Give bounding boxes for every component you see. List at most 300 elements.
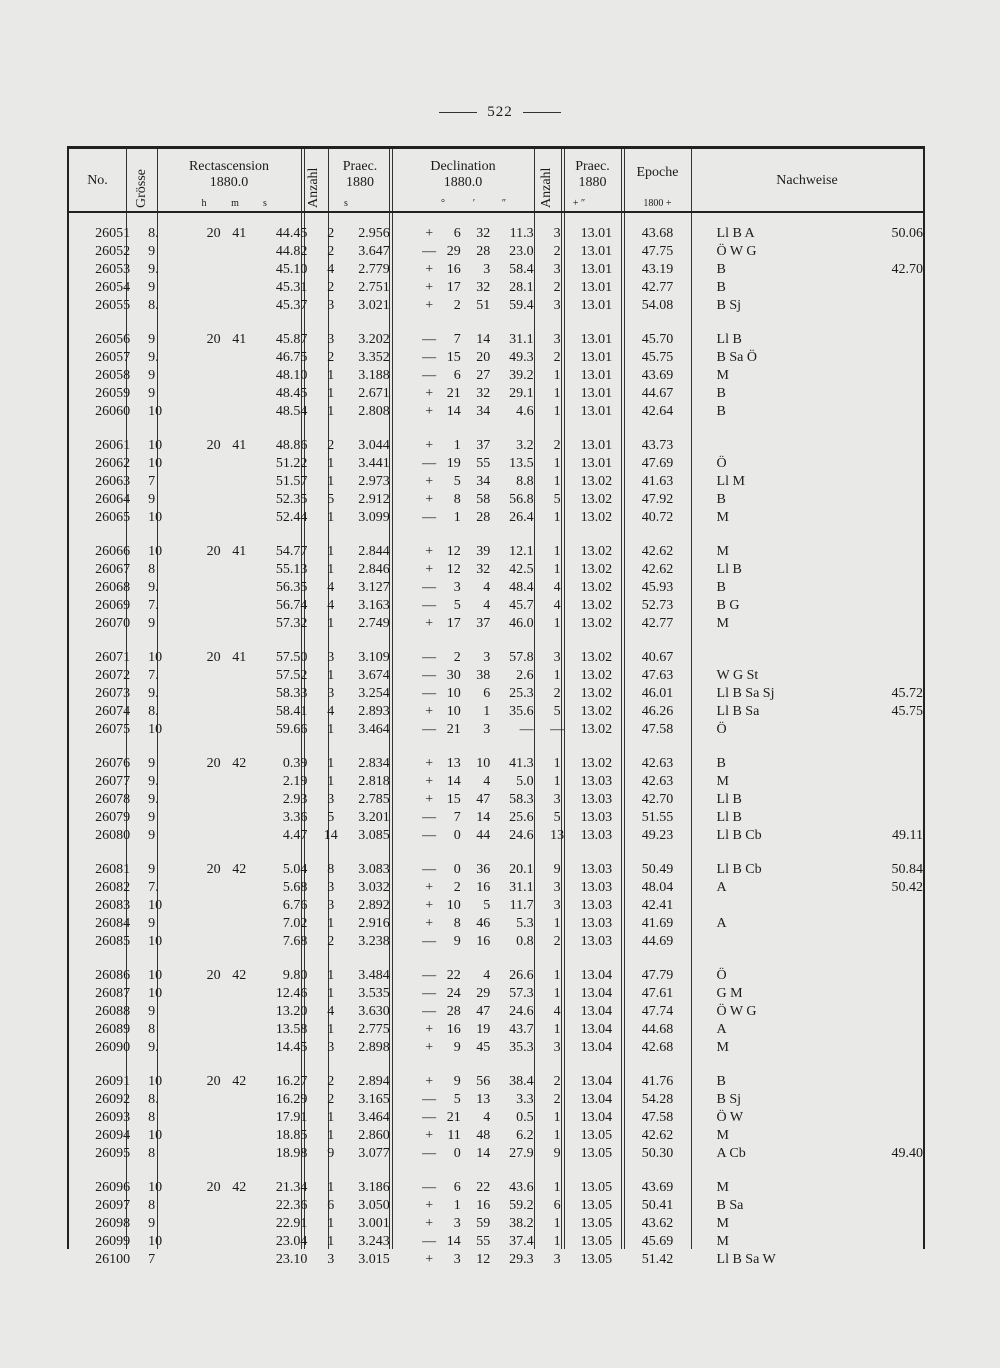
- cell-dec-degrees: 16: [446, 262, 461, 277]
- cell-extra-epoch: [854, 1091, 923, 1109]
- cell-star-number: 26078: [95, 792, 131, 807]
- cell-dec-precession: 13.03: [580, 898, 613, 913]
- cell-dec-minutes: 4: [483, 1110, 491, 1125]
- cell-ra-seconds: 2.19: [282, 774, 308, 789]
- cell-ra-seconds: 59.66: [275, 722, 308, 737]
- cell-dec-minutes: 56: [476, 1074, 491, 1089]
- cell-star-number: 26062: [95, 456, 131, 471]
- cell-ra-minutes: [221, 667, 247, 685]
- cell-ra-count: 1: [327, 562, 335, 577]
- cell-dec-degrees: 0: [453, 1146, 461, 1161]
- cell-dec-count: 3: [553, 792, 561, 807]
- cell-star-number: 26068: [95, 580, 131, 595]
- cell-ra-count: 1: [327, 1110, 335, 1125]
- cell-ra-precession: 2.785: [358, 792, 390, 807]
- cell-ra-minutes: 41: [232, 332, 247, 347]
- cell-ra-hours: [187, 1109, 220, 1127]
- cell-magnitude: 9: [148, 862, 156, 877]
- cell-ra-precession: 3.254: [358, 686, 390, 701]
- cell-dec-seconds: 27.9: [509, 1146, 534, 1161]
- cell-ra-precession: 2.671: [358, 386, 390, 401]
- table-row: [69, 1233, 923, 1251]
- cell-star-number: 26075: [95, 722, 131, 737]
- cell-dec-sign: +: [425, 1252, 434, 1267]
- cell-magnitude: 9: [148, 916, 156, 931]
- cell-dec-sign: —: [422, 934, 437, 949]
- cell-dec-minutes: 39: [476, 544, 491, 559]
- cell-dec-sign: —: [422, 668, 437, 683]
- table-row: [69, 1145, 923, 1163]
- cell-ra-seconds: 22.91: [275, 1216, 308, 1231]
- cell-ra-precession: 2.775: [358, 1022, 390, 1037]
- cell-dec-precession: 13.01: [580, 280, 613, 295]
- cell-ra-hours: [187, 1233, 220, 1251]
- cell-magnitude: 10: [148, 438, 163, 453]
- cell-dec-minutes: 58: [476, 492, 491, 507]
- cell-dec-precession: 13.02: [580, 562, 613, 577]
- cell-dec-precession: 13.04: [580, 1074, 613, 1089]
- cell-dec-seconds: 11.3: [509, 226, 534, 241]
- cell-dec-degrees: 2: [453, 880, 461, 895]
- cell-dec-degrees: 28: [446, 1004, 461, 1019]
- cell-ra-minutes: [221, 879, 247, 897]
- cell-dec-degrees: 12: [446, 562, 461, 577]
- cell-dec-count: 1: [553, 404, 561, 419]
- cell-ra-minutes: [221, 1127, 247, 1145]
- cell-star-number: 26057: [95, 350, 131, 365]
- cell-magnitude: 10: [148, 986, 163, 1001]
- cell-dec-count: 4: [553, 580, 561, 595]
- cell-dec-count: 2: [553, 934, 561, 949]
- cell-dec-seconds: 2.6: [516, 668, 534, 683]
- cell-dec-sign: —: [422, 810, 437, 825]
- cell-ra-hours: 20: [206, 650, 221, 665]
- cell-dec-sign: +: [425, 756, 434, 771]
- cell-magnitude: 9: [148, 756, 156, 771]
- cell-ra-precession: 2.916: [358, 916, 390, 931]
- cell-dec-degrees: 17: [446, 280, 461, 295]
- cell-ra-precession: 3.201: [358, 810, 390, 825]
- cell-references: Ö W G: [716, 244, 757, 259]
- cell-dec-precession: 13.03: [580, 880, 613, 895]
- cell-epoch: 40.72: [641, 510, 674, 525]
- cell-ra-count: 3: [327, 686, 335, 701]
- cell-ra-minutes: [221, 1003, 247, 1021]
- cell-dec-minutes: 36: [476, 862, 491, 877]
- cell-ra-minutes: 42: [232, 1180, 247, 1195]
- group-spacer: [69, 633, 923, 649]
- cell-star-number: 26080: [95, 828, 131, 843]
- cell-dec-minutes: 1: [483, 704, 491, 719]
- cell-ra-precession: 2.892: [358, 898, 390, 913]
- cell-references: B: [716, 386, 726, 401]
- cell-references: B: [716, 492, 726, 507]
- cell-dec-count: 1: [553, 456, 561, 471]
- cell-extra-epoch: 50.06: [891, 226, 923, 241]
- cell-ra-count: 2: [327, 280, 335, 295]
- cell-extra-epoch: 50.84: [891, 862, 923, 877]
- table-row: [69, 685, 923, 703]
- cell-ra-minutes: [221, 473, 247, 491]
- cell-star-number: 26082: [95, 880, 131, 895]
- cell-ra-hours: [187, 791, 220, 809]
- cell-ra-precession: 3.127: [358, 580, 390, 595]
- cell-references: B Sa: [716, 1198, 744, 1213]
- cell-dec-count: 1: [553, 1110, 561, 1125]
- cell-dec-seconds: 5.0: [516, 774, 534, 789]
- cell-epoch: 42.70: [641, 792, 674, 807]
- cell-dec-seconds: 49.3: [509, 350, 534, 365]
- cell-ra-count: 1: [327, 368, 335, 383]
- cell-extra-epoch: [854, 1039, 923, 1057]
- cell-dec-degrees: 5: [453, 598, 461, 613]
- cell-dec-sign: —: [422, 580, 437, 595]
- cell-ra-hours: [187, 915, 220, 933]
- cell-references: B Sa Ö: [716, 350, 757, 365]
- cell-ra-minutes: [221, 721, 247, 739]
- cell-references: B: [716, 404, 726, 419]
- cell-ra-minutes: [221, 367, 247, 385]
- cell-dec-count: 6: [553, 1198, 561, 1213]
- cell-ra-minutes: [221, 915, 247, 933]
- cell-magnitude: 10: [148, 1180, 163, 1195]
- cell-magnitude: 8: [148, 1110, 156, 1125]
- cell-ra-minutes: [221, 1039, 247, 1057]
- cell-extra-epoch: [854, 791, 923, 809]
- cell-ra-minutes: [221, 261, 247, 279]
- cell-ra-hours: [187, 897, 220, 915]
- cell-dec-seconds: 28.1: [509, 280, 534, 295]
- table-row: [69, 243, 923, 261]
- cell-ra-seconds: 48.45: [275, 386, 308, 401]
- cell-extra-epoch: [854, 1127, 923, 1145]
- cell-ra-minutes: [221, 897, 247, 915]
- cell-magnitude: 10: [148, 1074, 163, 1089]
- cell-magnitude: 9.: [148, 792, 159, 807]
- cell-ra-seconds: 7.68: [282, 934, 308, 949]
- cell-magnitude: 9.: [148, 686, 159, 701]
- cell-dec-precession: 13.01: [580, 438, 613, 453]
- table-row: [69, 1197, 923, 1215]
- cell-dec-precession: 13.01: [580, 332, 613, 347]
- cell-dec-count: 1: [553, 616, 561, 631]
- cell-dec-seconds: 12.1: [509, 544, 534, 559]
- cell-star-number: 26051: [95, 226, 131, 241]
- cell-ra-minutes: [221, 597, 247, 615]
- cell-dec-precession: 13.05: [580, 1180, 613, 1195]
- cell-dec-seconds: 45.7: [509, 598, 534, 613]
- cell-ra-seconds: 12.46: [275, 986, 308, 1001]
- cell-dec-count: 2: [553, 1074, 561, 1089]
- cell-ra-hours: [187, 809, 220, 827]
- cell-extra-epoch: [854, 597, 923, 615]
- cell-dec-precession: 13.01: [580, 456, 613, 471]
- cell-dec-sign: +: [425, 880, 434, 895]
- cell-ra-hours: [187, 703, 220, 721]
- cell-ra-precession: 3.050: [358, 1198, 390, 1213]
- cell-star-number: 26083: [95, 898, 131, 913]
- cell-dec-precession: 13.01: [580, 244, 613, 259]
- cell-dec-sign: —: [422, 986, 437, 1001]
- cell-ra-seconds: 5.04: [282, 862, 308, 877]
- cell-ra-hours: [187, 473, 220, 491]
- cell-dec-precession: 13.01: [580, 262, 613, 277]
- group-spacer-cell: [69, 421, 923, 437]
- cell-star-number: 26066: [95, 544, 131, 559]
- cell-epoch: 50.41: [641, 1198, 674, 1213]
- cell-ra-count: 2: [327, 1092, 335, 1107]
- cell-epoch: 42.68: [641, 1040, 674, 1055]
- cell-dec-minutes: 3: [483, 722, 491, 737]
- cell-dec-sign: +: [425, 1198, 434, 1213]
- cell-star-number: 26079: [95, 810, 131, 825]
- table-row: [69, 1127, 923, 1145]
- cell-dec-sign: +: [425, 226, 434, 241]
- cell-dec-sign: +: [425, 704, 434, 719]
- cell-ra-seconds: 45.87: [275, 332, 308, 347]
- cell-dec-minutes: 3: [483, 650, 491, 665]
- cell-ra-count: 1: [327, 386, 335, 401]
- table-row: [69, 967, 923, 985]
- cell-ra-hours: [187, 597, 220, 615]
- cell-dec-degrees: 0: [453, 828, 461, 843]
- cell-epoch: 47.61: [641, 986, 674, 1001]
- cell-epoch: 47.58: [641, 722, 674, 737]
- group-spacer: [69, 1057, 923, 1073]
- cell-ra-hours: [187, 879, 220, 897]
- cell-ra-hours: [187, 1091, 220, 1109]
- cell-ra-minutes: 42: [232, 756, 247, 771]
- cell-dec-degrees: 11: [447, 1128, 461, 1143]
- cell-ra-count: 4: [327, 580, 335, 595]
- cell-ra-precession: 3.630: [358, 1004, 390, 1019]
- cell-ra-count: 3: [327, 650, 335, 665]
- cell-epoch: 44.69: [641, 934, 674, 949]
- cell-dec-degrees: 2: [453, 298, 461, 313]
- cell-references: Ll B Sa: [716, 704, 760, 719]
- cell-ra-count: 1: [327, 1180, 335, 1195]
- cell-ra-minutes: 41: [232, 544, 247, 559]
- table-row: [69, 827, 923, 845]
- cell-ra-minutes: [221, 1233, 247, 1251]
- cell-dec-degrees: 13: [446, 756, 461, 771]
- cell-epoch: 47.63: [641, 668, 674, 683]
- cell-dec-sign: —: [422, 968, 437, 983]
- cell-dec-seconds: 38.4: [509, 1074, 534, 1089]
- header-praec2-year: 1880: [578, 175, 607, 190]
- table-row: [69, 403, 923, 421]
- cell-ra-minutes: [221, 1215, 247, 1233]
- cell-extra-epoch: [854, 579, 923, 597]
- cell-dec-count: 1: [553, 774, 561, 789]
- cell-extra-epoch: [854, 455, 923, 473]
- header-rectascension: Rectascension: [188, 159, 270, 174]
- cell-ra-count: 5: [327, 492, 335, 507]
- cell-ra-hours: 20: [206, 544, 221, 559]
- cell-epoch: 42.63: [641, 774, 674, 789]
- cell-dec-degrees: 10: [446, 704, 461, 719]
- cell-ra-precession: 3.001: [358, 1216, 390, 1231]
- cell-ra-count: 1: [327, 404, 335, 419]
- cell-ra-seconds: 51.22: [275, 456, 308, 471]
- cell-star-number: 26100: [95, 1252, 131, 1267]
- cell-ra-hours: [187, 403, 220, 421]
- cell-dec-seconds: 58.4: [509, 262, 534, 277]
- cell-ra-count: 2: [327, 226, 335, 241]
- cell-star-number: 26056: [95, 332, 131, 347]
- cell-magnitude: 10: [148, 456, 163, 471]
- cell-star-number: 26096: [95, 1180, 131, 1195]
- cell-ra-precession: 3.077: [358, 1146, 390, 1161]
- cell-ra-minutes: 42: [232, 968, 247, 983]
- cell-ra-minutes: [221, 297, 247, 315]
- cell-dec-sign: +: [425, 792, 434, 807]
- cell-ra-hours: [187, 1251, 220, 1269]
- cell-dec-precession: 13.03: [580, 774, 613, 789]
- cell-references: Ll B Sa Sj: [716, 686, 775, 701]
- cell-ra-count: 3: [327, 298, 335, 313]
- cell-dec-sign: +: [425, 562, 434, 577]
- cell-ra-hours: 20: [206, 226, 221, 241]
- cell-references: A: [716, 916, 727, 931]
- cell-dec-minutes: 32: [476, 226, 491, 241]
- cell-ra-seconds: 48.10: [275, 368, 308, 383]
- cell-ra-hours: [187, 279, 220, 297]
- page-number: [0, 104, 1000, 121]
- cell-dec-count: 1: [553, 474, 561, 489]
- cell-ra-hours: [187, 455, 220, 473]
- cell-ra-minutes: [221, 933, 247, 951]
- cell-ra-minutes: 42: [232, 1074, 247, 1089]
- cell-dec-seconds: 48.4: [509, 580, 534, 595]
- cell-dec-minutes: 4: [483, 774, 491, 789]
- cell-epoch: 50.30: [641, 1146, 674, 1161]
- cell-star-number: 26077: [95, 774, 131, 789]
- cell-dec-minutes: 6: [483, 686, 491, 701]
- cell-epoch: 45.75: [641, 350, 674, 365]
- header-ra-h: h: [201, 198, 207, 209]
- cell-ra-count: 3: [327, 1252, 335, 1267]
- cell-dec-sign: —: [422, 244, 437, 259]
- cell-ra-precession: 2.749: [358, 616, 390, 631]
- cell-dec-sign: —: [422, 1004, 437, 1019]
- cell-ra-count: 5: [327, 810, 335, 825]
- cell-star-number: 26053: [95, 262, 131, 277]
- cell-ra-seconds: 57.32: [275, 616, 308, 631]
- cell-ra-precession: 3.044: [358, 438, 390, 453]
- cell-extra-epoch: [854, 773, 923, 791]
- cell-dec-seconds: 13.5: [509, 456, 534, 471]
- cell-magnitude: 9: [148, 828, 156, 843]
- cell-dec-minutes: 10: [476, 756, 491, 771]
- header-declination: Declination: [430, 159, 496, 174]
- cell-ra-precession: 2.956: [358, 226, 390, 241]
- cell-dec-count: 1: [553, 1128, 561, 1143]
- page-number-dash-right: [523, 112, 561, 113]
- cell-dec-degrees: 17: [446, 616, 461, 631]
- cell-references: B: [716, 580, 726, 595]
- cell-epoch: 47.75: [641, 244, 674, 259]
- cell-dec-sign: +: [425, 1128, 434, 1143]
- cell-dec-seconds: 39.2: [509, 368, 534, 383]
- cell-dec-count: 1: [553, 1216, 561, 1231]
- cell-ra-precession: 2.818: [358, 774, 390, 789]
- cell-dec-count: 2: [553, 438, 561, 453]
- cell-ra-minutes: [221, 1145, 247, 1163]
- cell-dec-precession: 13.04: [580, 986, 613, 1001]
- cell-dec-minutes: 34: [476, 474, 491, 489]
- cell-references: Ö: [716, 722, 727, 737]
- cell-ra-count: 4: [327, 598, 335, 613]
- header-praec: Praec.: [342, 159, 378, 174]
- cell-extra-epoch: [854, 985, 923, 1003]
- table-row: [69, 915, 923, 933]
- group-spacer: [69, 739, 923, 755]
- cell-dec-sign: +: [425, 298, 434, 313]
- cell-dec-degrees: 3: [453, 580, 461, 595]
- cell-ra-minutes: [221, 491, 247, 509]
- cell-ra-seconds: 54.77: [275, 544, 308, 559]
- cell-extra-epoch: [854, 297, 923, 315]
- group-spacer: [69, 1163, 923, 1179]
- cell-epoch: 42.63: [641, 756, 674, 771]
- cell-dec-sign: —: [422, 368, 437, 383]
- cell-epoch: 41.76: [641, 1074, 674, 1089]
- cell-magnitude: 8: [148, 1198, 156, 1213]
- cell-dec-sign: —: [422, 1180, 437, 1195]
- cell-dec-precession: 13.03: [580, 862, 613, 877]
- cell-dec-count: 9: [553, 1146, 561, 1161]
- cell-ra-minutes: 41: [232, 650, 247, 665]
- cell-dec-seconds: 31.1: [509, 880, 534, 895]
- cell-ra-seconds: 5.68: [282, 880, 308, 895]
- cell-magnitude: 7.: [148, 668, 159, 683]
- cell-ra-seconds: 56.74: [275, 598, 308, 613]
- cell-ra-count: 2: [327, 438, 335, 453]
- cell-extra-epoch: [854, 967, 923, 985]
- cell-dec-count: 2: [553, 280, 561, 295]
- cell-references: Ll B A: [716, 226, 755, 241]
- cell-dec-precession: 13.02: [580, 686, 613, 701]
- cell-ra-seconds: 18.85: [275, 1128, 308, 1143]
- cell-dec-precession: 13.02: [580, 598, 613, 613]
- cell-references: B: [716, 756, 726, 771]
- cell-ra-minutes: [221, 685, 247, 703]
- cell-dec-count: 2: [553, 244, 561, 259]
- group-spacer: [69, 527, 923, 543]
- cell-dec-count: 1: [553, 562, 561, 577]
- cell-dec-minutes: 22: [476, 1180, 491, 1195]
- cell-epoch: 48.04: [641, 880, 674, 895]
- cell-star-number: 26081: [95, 862, 131, 877]
- cell-references: Ö: [716, 456, 727, 471]
- cell-ra-seconds: 57.52: [275, 668, 308, 683]
- cell-dec-degrees: 10: [446, 898, 461, 913]
- group-spacer-cell: [69, 1057, 923, 1073]
- cell-ra-minutes: [221, 1021, 247, 1039]
- cell-dec-precession: 13.05: [580, 1198, 613, 1213]
- cell-epoch: 52.73: [641, 598, 674, 613]
- page-number-dash-left: [439, 112, 477, 113]
- cell-ra-hours: [187, 243, 220, 261]
- table-row: [69, 791, 923, 809]
- cell-ra-precession: 2.846: [358, 562, 390, 577]
- cell-dec-sign: —: [422, 1234, 437, 1249]
- cell-ra-minutes: [221, 349, 247, 367]
- group-spacer-cell: [69, 951, 923, 967]
- cell-star-number: 26092: [95, 1092, 131, 1107]
- cell-dec-precession: 13.02: [580, 668, 613, 683]
